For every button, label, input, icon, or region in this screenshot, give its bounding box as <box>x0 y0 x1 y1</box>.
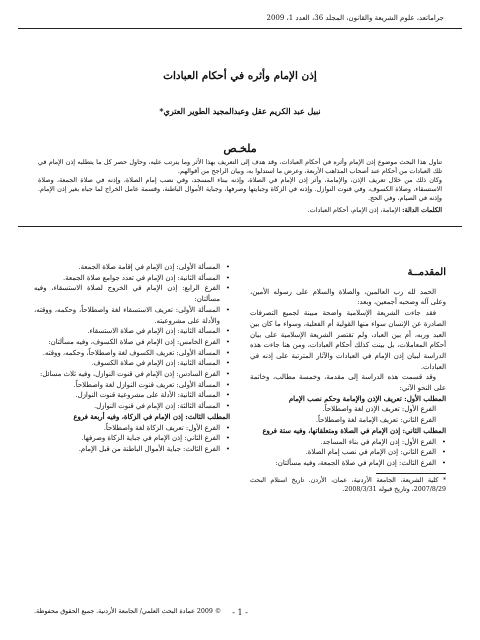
running-head: جراماتعد، علوم الشريعة والقانون، المجلّد 36، العدد 1، 2009 <box>266 14 444 22</box>
left-column <box>34 262 230 455</box>
outline-list <box>34 337 230 348</box>
bullet-icon: • <box>225 305 230 314</box>
bullet-icon: • <box>225 380 230 389</box>
page-footer <box>34 608 446 618</box>
right-column <box>250 262 446 495</box>
outline-item: الفرع الأول: تعريف الإذن لغة واصطلاحاً. <box>322 405 436 414</box>
outline-list <box>34 283 230 304</box>
bullet-icon: • <box>225 263 230 271</box>
list-item-text: المسألة الأولى: تعريف الاستسقاء لغة واصطلاحاً، وحكمه، ووقته، والأدلة على مشروعيته. <box>34 305 220 325</box>
outline-list <box>34 262 230 273</box>
outline-list <box>34 326 230 337</box>
list-item-text: المسألة الثانية: إذن الإمام في صلاة الاستسقاء. <box>87 327 220 336</box>
list-item-text: الفرع الثاني: إذن الإمام في جباية الزكاة وصرفها. <box>81 434 220 443</box>
bullet-icon: • <box>225 348 230 357</box>
copyright: © 2009 عمادة البحث العلمي/ الجامعة الأردنية. جميع الحقوق محفوظة. <box>34 608 222 615</box>
right-column-body <box>250 287 446 469</box>
list-item-text: الفرع الرابع: إذن الإمام في الخروج لصلاة الاستسقاء، وفيه مسألتان: <box>34 284 220 304</box>
abstract-paragraph: تناول هذا البحث موضوع إذن الإمام وأثره في أحكام العبادات، وقد هدف إلى التعريف بهذا الأثر وما يترتب عليه، وحاول حصر كل ما يتطلبه إذن الإمام في تلك العبادات من أحكام عند أصحاب المذاهب الأربعة، وعرض ما استدلوا به، وبيان الراجح من أقوالهم. <box>38 158 442 175</box>
list-item-text: الفرع الخامس: إذن الإمام في صلاة الكسوف، وفيه مسألتان: <box>48 337 220 346</box>
list-item-text: الفرع الثالث: إذن الإمام في صلاة الجمعة، وفيه مسألتان: <box>275 458 436 467</box>
outline-list <box>34 401 230 412</box>
bullet-icon: • <box>441 448 446 457</box>
keywords-text: الإمامة، إذن الإمام، أحكام العبادات. <box>307 206 401 214</box>
bullet-icon: • <box>225 402 230 411</box>
list-item-text: المسألة الثانية: إذن الإمام في تعدد جوامع صلاة الجمعة. <box>63 273 220 282</box>
outline-list <box>34 423 230 434</box>
list-item-text: الفرع السادس: إذن الإمام في قنوت النوازل، وفيه ثلاث مسائل: <box>39 370 220 379</box>
list-item <box>34 358 230 369</box>
list-item <box>34 262 230 273</box>
outline-list <box>34 348 230 359</box>
list-item-text: المسألة الأولى: إذن الإمام في إقامة صلاة الجمعة. <box>78 263 220 271</box>
outline-list <box>34 380 230 391</box>
list-item <box>34 273 230 284</box>
list-item <box>34 305 230 326</box>
list-item <box>250 458 446 469</box>
outline-list <box>34 305 230 326</box>
list-item <box>34 380 230 391</box>
body-paragraph: الحمد لله رب العالمين، والصلاة والسلام على رسوله الأمين، وعلى آله وصحبه أجمعين، وبعد: <box>250 287 446 307</box>
list-item-text: الفرع الأول: إذن الإمام في بناء المساجد. <box>320 437 436 446</box>
bullet-icon: • <box>225 391 230 400</box>
outline-list <box>34 444 230 455</box>
bullet-icon: • <box>441 458 446 467</box>
bullet-icon: • <box>225 284 230 293</box>
list-item-text: المسألة الثانية: الأدلة على مشروعية قنوت النوازل. <box>75 391 220 400</box>
list-item-text: المسألة الأولى: تعريف الكسوف لغة واصطلاحاً، وحكمه، ووقته. <box>42 348 220 357</box>
list-item <box>34 423 230 434</box>
bullet-icon: • <box>225 434 230 443</box>
abstract-paragraph: وكان ذلك من خلال تعريف الإذن، والإمامة، وأثر إذن الإمام في الصلاة، وإذنه ببناء المسجد، وفي نصب إمام الصلاة، وإذنه في صلاة الجمعة، وصلاة الاستسقاء، وصلاة الكسوف، وفي قنوت النوازل. وإذنه في الزكاة وجبايتها وصرفها، وجباية الأموال الباطنة، وقسمة عامل الخراج لما جباه بغير إذن الإمام. وإذنه في الصيام، وفي الحج. <box>38 176 442 202</box>
outline-list <box>34 390 230 401</box>
section-heading: المطلب الأول: تعريف الإذن والإمامة وحكم نصب الإمام <box>288 394 446 403</box>
outline-list <box>250 437 446 448</box>
section-heading: المطلب الثالث: إذن الإمام في الزكاة، وفيه أربعة فروع <box>73 412 230 421</box>
body-paragraph: فقد جاءت الشريعة الإسلامية واضحة مبينة لجميع التصرفات الصادرة عن الإنسان سواء منها القولية أم الفعلية، وسواء ما كان بين العبد وربه، أم بين العباد، ولم تقتصر الشريعة الإسلامية على بيان أحكام المعاملات، بل بينت كذلك أحكام العبادات، ومن هنا جاءت هذه الدراسة لبيان إذن الإمام في العبادات والآثار المترتبة على إذنه في العبادات. <box>250 309 446 371</box>
outline-list <box>34 358 230 369</box>
keywords <box>38 206 442 215</box>
header-rule <box>18 28 462 29</box>
page-number: - 1 - <box>232 608 248 617</box>
list-item <box>34 390 230 401</box>
list-item <box>250 437 446 448</box>
footnote: * كلية الشريعة، الجامعة الأردنية، عمان، الأردن. تاريخ استلام البحث 2007/8/29، وتاريخ قبوله 2008/3/31. <box>250 476 446 494</box>
authors: نبيل عبد الكريم عقل وعبدالمجيد الطوير العتري* <box>159 106 321 116</box>
bullet-icon: • <box>225 337 230 346</box>
bullet-icon: • <box>225 327 230 336</box>
body-paragraph: وقد قسمت هذه الدراسة إلى مقدمة، وخمسة مطالب، وخاتمة على النحو الآتي: <box>250 373 446 393</box>
outline-item: الفرع الثاني: تعريف الإمامة لغة واصطلاحاً. <box>315 416 436 425</box>
list-item-text: المسألة الثانية: إذن الإمام في صلاة الكسوف. <box>91 359 220 368</box>
bullet-icon: • <box>225 423 230 432</box>
bullet-icon: • <box>225 370 230 379</box>
list-item-text: الفرع الثاني: إذن الإمام في نصب إمام الصلاة. <box>305 448 436 457</box>
article-title: إذن الإمام وأثره في أحكام العبادات <box>163 70 317 82</box>
outline-list <box>34 433 230 444</box>
list-item <box>34 283 230 304</box>
left-column-body <box>34 262 230 455</box>
list-item-text: المسألة الأولى: تعريف قنوت النوازل لغة واصطلاحاً. <box>73 380 220 389</box>
list-item <box>34 433 230 444</box>
section-heading: المطلب الثاني: إذن الإمام في الصلاة ومتعلقاتها، وفيه ستة فروع <box>262 426 446 435</box>
outline-list <box>34 273 230 284</box>
list-item <box>34 326 230 337</box>
abstract-rule <box>18 226 462 227</box>
list-item <box>34 401 230 412</box>
list-item <box>34 369 230 380</box>
footnote-rule <box>376 473 446 474</box>
intro-heading: المقدمــة <box>407 267 446 278</box>
list-item-text: المسألة الثالثة: إذن الإمام في قنوت النوازل. <box>93 402 220 411</box>
bullet-icon: • <box>441 437 446 446</box>
bullet-icon: • <box>225 359 230 368</box>
bullet-icon: • <box>225 444 230 453</box>
list-item <box>34 444 230 455</box>
list-item-text: الفرع الثالث: جباية الأموال الباطنة من قبل الإمام. <box>78 444 220 453</box>
list-item <box>250 447 446 458</box>
bullet-icon: • <box>225 273 230 282</box>
outline-list <box>250 447 446 458</box>
abstract-heading: ملخـص <box>223 142 257 155</box>
abstract <box>38 158 442 203</box>
list-item <box>34 337 230 348</box>
keywords-label: الكلمات الدالة: <box>402 206 442 214</box>
outline-list <box>34 369 230 380</box>
list-item <box>34 348 230 359</box>
outline-list <box>250 458 446 469</box>
list-item-text: الفرع الأول: تعريف الزكاة لغة واصطلاحاً. <box>103 423 220 432</box>
